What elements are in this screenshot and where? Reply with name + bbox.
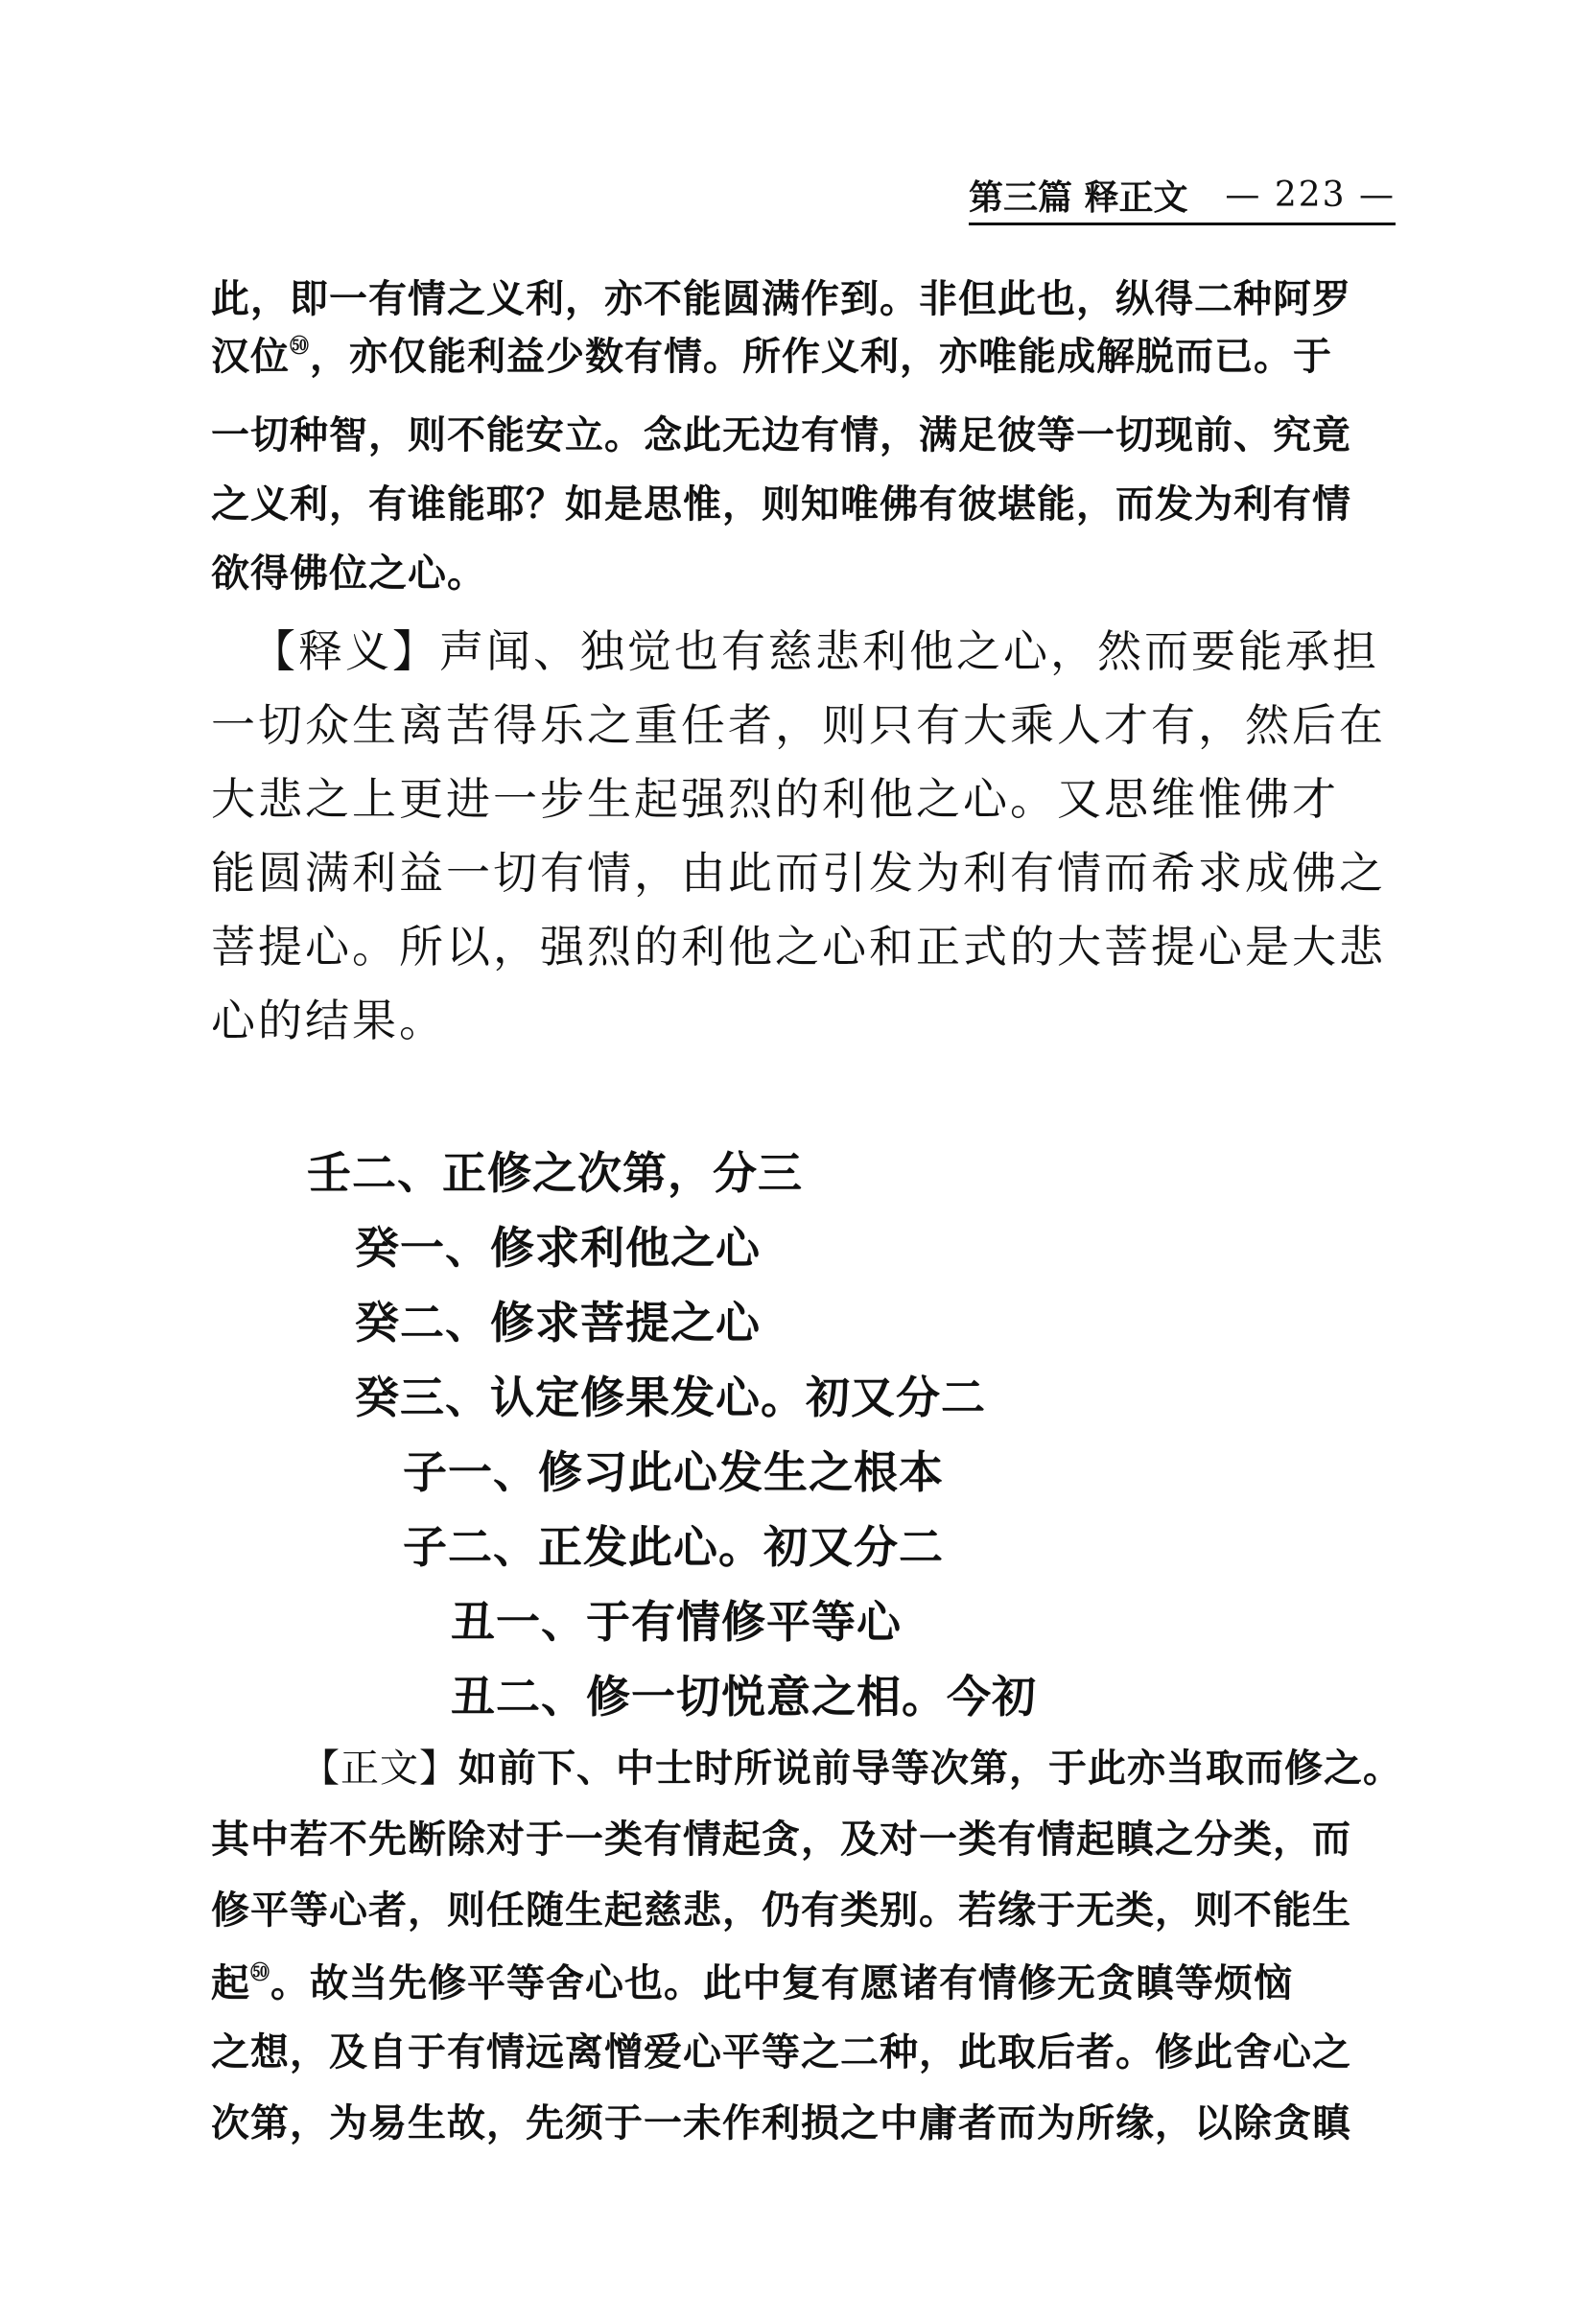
text-fragment: 起: [211, 1961, 250, 2005]
text-line: 之想，及自于有情远离憎爱心平等之二种，此取后者。修此舍心之: [211, 2030, 1351, 2075]
text-line: 之义利，有谁能耶？如是思惟，则知唯佛有彼堪能，而发为利有情: [211, 482, 1351, 527]
text-fragment: 汉位: [211, 335, 290, 379]
text-line: 其中若不先断除对于一类有情起贪，及对一类有情起瞋之分类，而: [211, 1817, 1351, 1862]
text-line: 修平等心者，则任随生起慈悲，仍有类别。若缘于无类，则不能生: [211, 1888, 1351, 1933]
text-fragment: ，亦仅能利益少数有情。所作义利，亦唯能成解脱而已。于: [310, 335, 1332, 379]
shiyi-tag: 【释义】: [251, 625, 439, 677]
outline-heading: 癸二、修求菩提之心: [355, 1297, 761, 1348]
text-line: [211, 334, 1332, 379]
text-line: 菩提心。所以，强烈的利他之心和正式的大菩提心是大悲: [211, 921, 1386, 973]
outline-heading: 壬二、正修之次第，分三: [307, 1147, 803, 1199]
text-line: 一切众生离苦得乐之重任者，则只有大乘人才有，然后在: [211, 699, 1386, 751]
outline-heading: 丑一、于有情修平等心: [451, 1596, 902, 1648]
footnote-marker[interactable]: ㊿: [290, 334, 310, 357]
text-line: [301, 1747, 1402, 1791]
text-line: 大悲之上更进一步生起强烈的利他之心。又思维惟佛才: [211, 773, 1339, 825]
section-title: 第三篇 释正文: [969, 176, 1188, 218]
page-number: — 223 —: [1225, 175, 1396, 215]
outline-heading: 子二、正发此心。初又分二: [403, 1521, 944, 1573]
text-line: 心的结果。: [211, 995, 446, 1046]
text-fragment: 如前下、中士时所说前导等次第，于此亦当取而修之。: [458, 1747, 1402, 1791]
text-line: [251, 625, 1379, 677]
text-line: 此，即一有情之义利，亦不能圆满作到。非但此也，纵得二种阿罗: [211, 277, 1351, 321]
outline-heading: 癸一、修求利他之心: [355, 1222, 761, 1274]
running-header: [969, 167, 1396, 225]
outline-heading: 癸三、认定修果发心。初又分二: [355, 1372, 986, 1423]
outline-heading: 子一、修习此心发生之根本: [403, 1446, 944, 1498]
text-fragment: 声闻、独觉也有慈悲利他之心，然而要能承担: [439, 625, 1379, 677]
text-line: 一切种智，则不能安立。念此无边有情，满足彼等一切现前、究竟: [211, 413, 1351, 457]
text-fragment: 。故当先修平等舍心也。此中复有愿诸有情修无贪瞋等烦恼: [270, 1961, 1293, 2005]
zhengwen-tag: 【正文】: [301, 1747, 458, 1791]
text-line: [211, 1962, 1293, 2003]
text-line: 能圆满利益一切有情，由此而引发为利有情而希求成佛之: [211, 847, 1386, 899]
text-line: 欲得佛位之心。: [211, 551, 486, 596]
text-line: 次第，为易生故，先须于一未作利损之中庸者而为所缘，以除贪瞋: [211, 2101, 1351, 2146]
outline-heading: 丑二、修一切悦意之相。今初: [451, 1671, 1037, 1723]
footnote-marker[interactable]: ㊿: [250, 1960, 270, 1983]
